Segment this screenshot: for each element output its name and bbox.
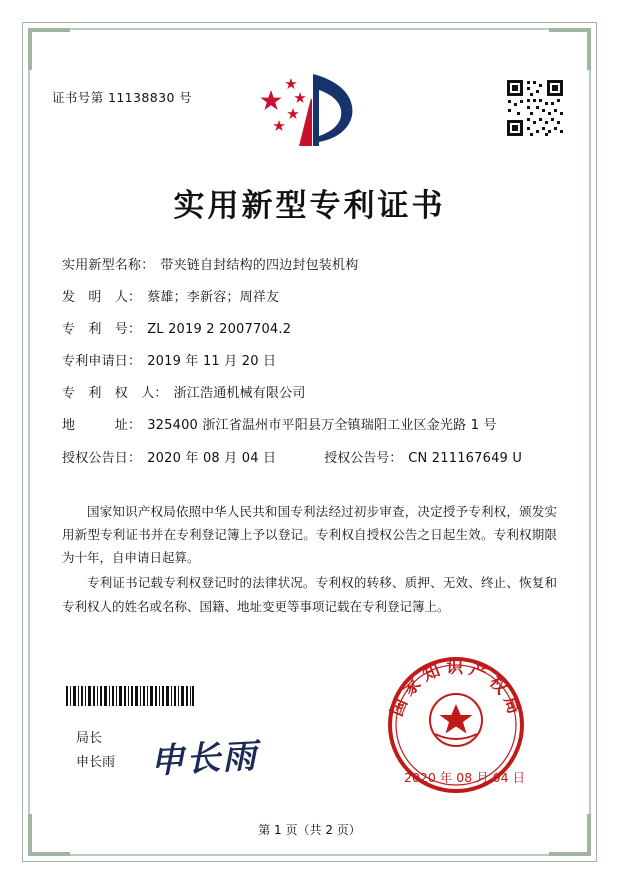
cnipa-logo-icon (255, 70, 365, 152)
field-address (62, 418, 557, 434)
field-label: 专利申请日： (62, 354, 142, 370)
seal-date: 2020 年 08 月 04 日 (404, 770, 525, 785)
director-name-label: 申长雨 (76, 755, 116, 771)
field-patentee (62, 386, 557, 402)
field-value: 蔡雄；李新容；周祥友 (147, 290, 280, 306)
field-patent-number (62, 322, 557, 338)
field-value: 325400 浙江省温州市平阳县万全镇瑞阳工业区金光路 1 号 (147, 418, 497, 434)
page-footer: 第 1 页（共 2 页） (258, 823, 361, 837)
legal-paragraphs (62, 500, 557, 620)
field-inventors (62, 290, 557, 306)
field-label: 发 明 人： (62, 290, 142, 306)
signature-block (76, 727, 115, 776)
field-value: ZL 2019 2 2007704.2 (147, 322, 292, 338)
field-grant-announcement (62, 451, 557, 467)
field-label: 专 利 权 人： (62, 386, 168, 402)
grant-number-value: CN 211167649 U (408, 450, 523, 466)
certificate-fields (62, 258, 557, 483)
field-utility-model-name (62, 258, 557, 274)
field-label: 专 利 号： (62, 322, 142, 338)
svg-text:国家知识产权局: 国家知识产权局 (387, 657, 526, 722)
field-value: 浙江浩通机械有限公司 (173, 386, 306, 402)
grant-date-value: 2020 年 08 月 04 日 (147, 450, 277, 466)
qr-code-icon (505, 78, 565, 138)
field-application-date (62, 354, 557, 370)
paragraph-register: 专利证书记载专利权登记时的法律状况。专利权的转移、质押、无效、终止、恢复和专利权人的姓名或名称、国籍、地址变更等事项记载在专利登记簿上。 (62, 575, 557, 614)
certificate-title: 实用新型专利证书 (173, 188, 446, 224)
grant-date-label: 授权公告日： (62, 450, 142, 466)
director-title-label: 局长 (76, 730, 103, 746)
barcode-icon (66, 686, 194, 706)
handwritten-signature: 申长雨 (149, 736, 260, 782)
field-value: 2019 年 11 月 20 日 (147, 354, 277, 370)
certificate-content (40, 40, 579, 844)
field-label: 实用新型名称： (62, 258, 155, 273)
grant-number-label: 授权公告号： (324, 450, 403, 466)
certificate-number: 证书号第 11138830 号 (52, 90, 193, 105)
field-label: 地 址： (62, 418, 142, 434)
field-value: 带夹链自封结构的四边封包装机构 (160, 258, 359, 273)
paragraph-grant: 国家知识产权局依照中华人民共和国专利法经过初步审查，决定授予专利权，颁发实用新型专利证书并在专利登记簿上予以登记。专利权自授权公告之日起生效。专利权期限为十年，自申请日起算。 (62, 504, 557, 566)
